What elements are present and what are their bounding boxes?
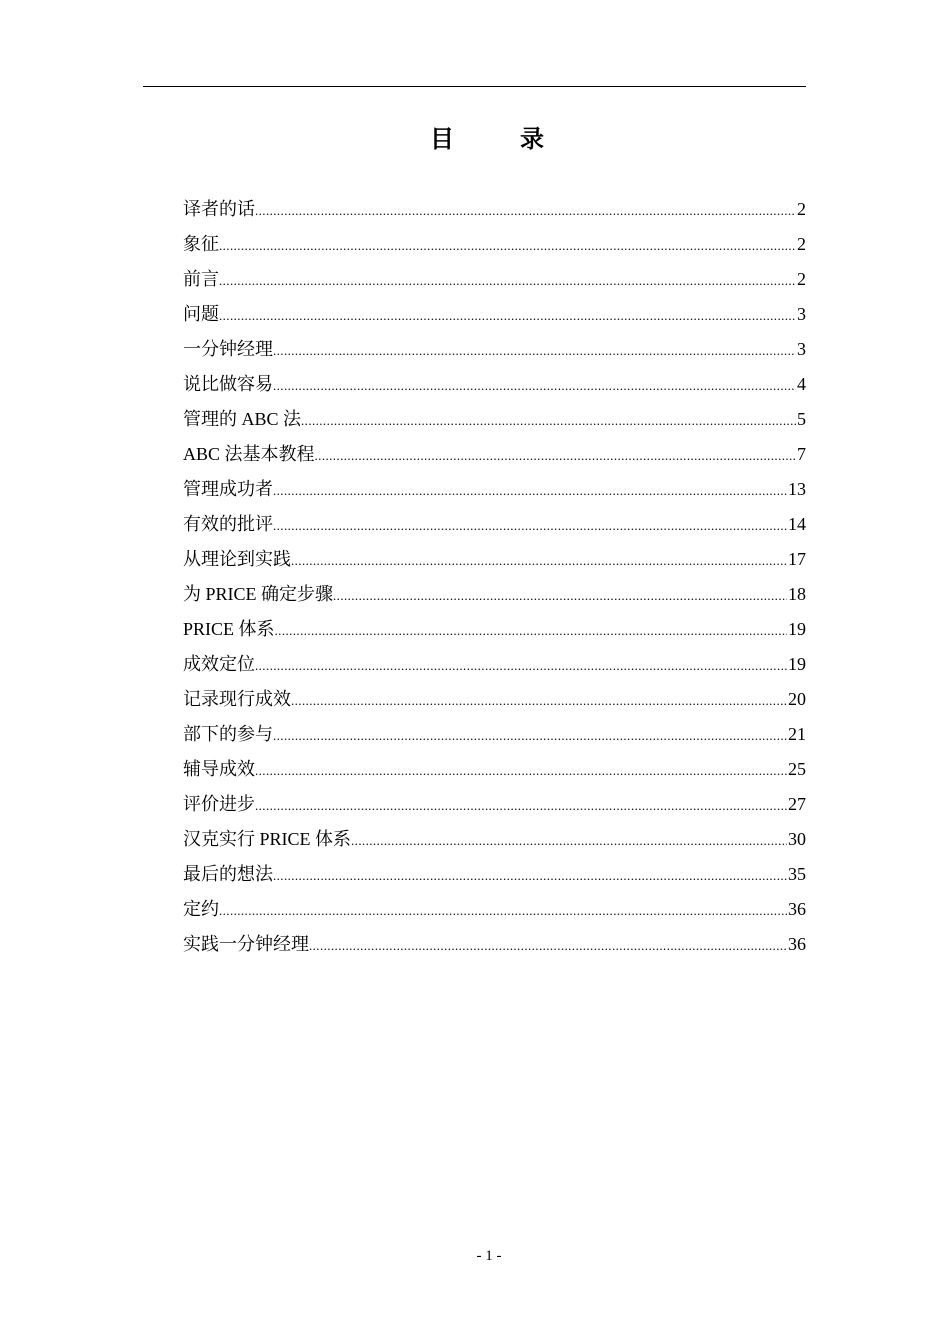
toc-entry-page: 4 bbox=[797, 374, 806, 394]
toc-entry-page: 3 bbox=[797, 304, 806, 324]
toc-dot-leader bbox=[301, 403, 796, 438]
toc-dot-leader bbox=[291, 543, 787, 578]
toc-entry-label: 译者的话 bbox=[183, 199, 255, 219]
toc-entry-label: 说比做容易 bbox=[183, 374, 273, 394]
toc-dot-leader bbox=[255, 193, 796, 228]
toc-entry[interactable] bbox=[183, 927, 806, 962]
toc-entry-page: 19 bbox=[788, 654, 806, 674]
toc-entry-page: 18 bbox=[788, 584, 806, 604]
toc-entry[interactable] bbox=[183, 332, 806, 367]
toc-dot-leader bbox=[291, 683, 787, 718]
toc-dot-leader bbox=[255, 788, 787, 823]
toc-entry-page: 35 bbox=[788, 864, 806, 884]
toc-dot-leader bbox=[219, 298, 796, 333]
toc-entry-label: 象征 bbox=[183, 234, 219, 254]
toc-entry[interactable] bbox=[183, 822, 806, 857]
toc-dot-leader bbox=[219, 263, 796, 298]
toc-entry[interactable] bbox=[183, 472, 806, 507]
toc-entry-page: 7 bbox=[797, 444, 806, 464]
toc-entry-label: 问题 bbox=[183, 304, 219, 324]
toc-dot-leader bbox=[219, 228, 796, 263]
toc-entry[interactable] bbox=[183, 507, 806, 542]
toc-entry-page: 36 bbox=[788, 899, 806, 919]
toc-entry-label: 从理论到实践 bbox=[183, 549, 291, 569]
toc-dot-leader bbox=[273, 333, 796, 368]
toc-entry-label: 辅导成效 bbox=[183, 759, 255, 779]
toc-entry[interactable] bbox=[183, 437, 806, 472]
toc-entry[interactable] bbox=[183, 787, 806, 822]
table-of-contents bbox=[183, 192, 806, 962]
toc-entry[interactable] bbox=[183, 402, 806, 437]
toc-entry[interactable] bbox=[183, 542, 806, 577]
toc-entry-label: 部下的参与 bbox=[183, 724, 273, 744]
toc-entry[interactable] bbox=[183, 717, 806, 752]
toc-entry-page: 27 bbox=[788, 794, 806, 814]
toc-entry-page: 25 bbox=[788, 759, 806, 779]
toc-entry-page: 5 bbox=[797, 409, 806, 429]
toc-entry[interactable] bbox=[183, 192, 806, 227]
page-title: 目 录 bbox=[430, 127, 574, 153]
toc-dot-leader bbox=[315, 438, 796, 473]
toc-entry-label: 定约 bbox=[183, 899, 219, 919]
toc-entry-label: 管理的 ABC 法 bbox=[183, 409, 302, 429]
toc-entry-page: 2 bbox=[797, 234, 806, 254]
toc-dot-leader bbox=[273, 858, 787, 893]
toc-entry-label: 管理成功者 bbox=[183, 479, 273, 499]
toc-dot-leader bbox=[255, 753, 787, 788]
toc-entry-label: 一分钟经理 bbox=[183, 339, 273, 359]
toc-entry-label: 实践一分钟经理 bbox=[183, 934, 309, 954]
toc-entry-page: 13 bbox=[788, 479, 806, 499]
toc-dot-leader bbox=[351, 823, 787, 858]
toc-entry[interactable] bbox=[183, 227, 806, 262]
toc-entry-page: 36 bbox=[788, 934, 806, 954]
toc-entry-label: 评价进步 bbox=[183, 794, 255, 814]
toc-entry[interactable] bbox=[183, 297, 806, 332]
toc-entry[interactable] bbox=[183, 892, 806, 927]
toc-entry-page: 2 bbox=[797, 269, 806, 289]
toc-entry-page: 30 bbox=[788, 829, 806, 849]
footer-page-number: - 1 - bbox=[476, 1248, 502, 1264]
toc-dot-leader bbox=[273, 473, 787, 508]
header-rule bbox=[143, 86, 806, 87]
toc-entry-label: 有效的批评 bbox=[183, 514, 273, 534]
toc-entry-label: 前言 bbox=[183, 269, 219, 289]
toc-entry[interactable] bbox=[183, 752, 806, 787]
toc-entry[interactable] bbox=[183, 367, 806, 402]
toc-entry[interactable] bbox=[183, 612, 806, 647]
toc-dot-leader bbox=[273, 508, 787, 543]
toc-dot-leader bbox=[309, 928, 787, 963]
toc-entry-page: 2 bbox=[797, 199, 806, 219]
toc-entry-page: 3 bbox=[797, 339, 806, 359]
toc-entry-page: 17 bbox=[788, 549, 806, 569]
toc-entry-label: 汉克实行 PRICE 体系 bbox=[183, 829, 352, 849]
toc-entry[interactable] bbox=[183, 577, 806, 612]
toc-entry-page: 21 bbox=[788, 724, 806, 744]
toc-dot-leader bbox=[273, 368, 796, 403]
toc-dot-leader bbox=[333, 578, 787, 613]
toc-entry-page: 14 bbox=[788, 514, 806, 534]
toc-entry[interactable] bbox=[183, 647, 806, 682]
toc-entry[interactable] bbox=[183, 262, 806, 297]
toc-entry-label: 最后的想法 bbox=[183, 864, 273, 884]
toc-entry-label: 成效定位 bbox=[183, 654, 255, 674]
toc-dot-leader bbox=[273, 718, 787, 753]
toc-entry[interactable] bbox=[183, 857, 806, 892]
toc-entry-label: PRICE 体系 bbox=[183, 619, 275, 639]
toc-entry-label: 为 PRICE 确定步骤 bbox=[183, 584, 334, 604]
toc-entry-page: 19 bbox=[788, 619, 806, 639]
toc-dot-leader bbox=[275, 613, 787, 648]
toc-entry-page: 20 bbox=[788, 689, 806, 709]
toc-dot-leader bbox=[255, 648, 787, 683]
toc-entry-label: 记录现行成效 bbox=[183, 689, 291, 709]
toc-dot-leader bbox=[219, 893, 787, 928]
toc-entry[interactable] bbox=[183, 682, 806, 717]
toc-entry-label: ABC 法基本教程 bbox=[183, 444, 315, 464]
